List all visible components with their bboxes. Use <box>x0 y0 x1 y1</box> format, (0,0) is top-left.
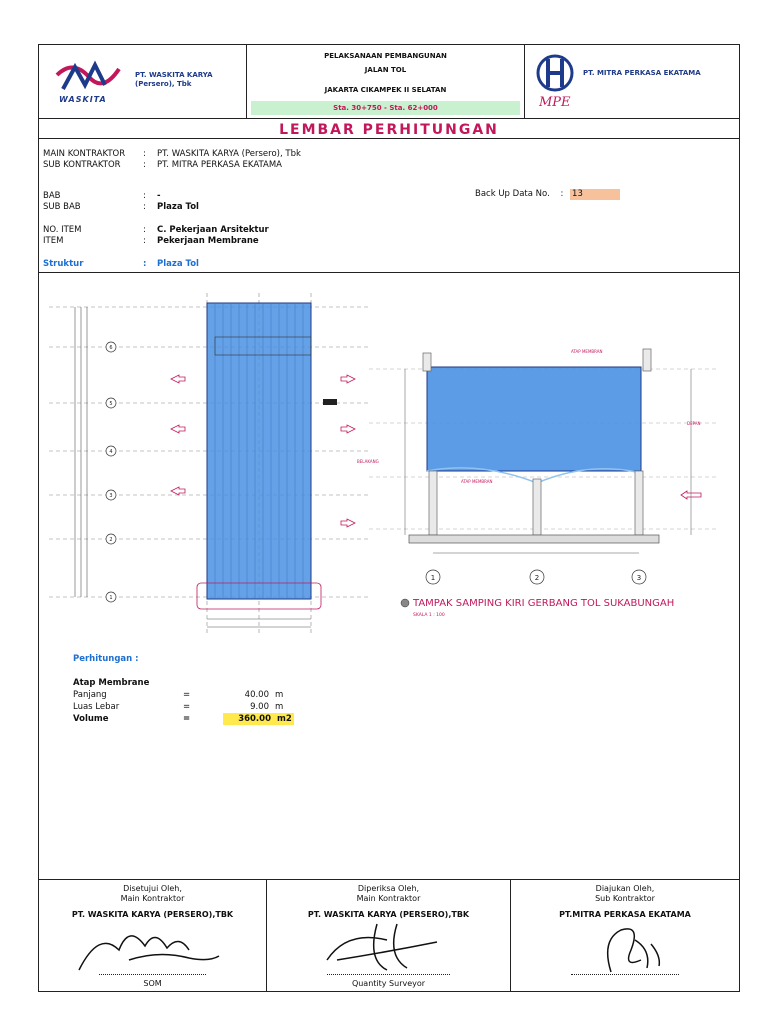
section-title-bubble <box>401 599 409 607</box>
signature-caption: Diajukan Oleh, <box>595 884 655 893</box>
calc-row-panjang <box>73 689 283 701</box>
header <box>39 45 739 119</box>
volume-value: 360.00 <box>238 714 271 724</box>
calc-row-unit: m <box>275 702 284 712</box>
colon: : <box>143 225 146 235</box>
item-value: Pekerjaan Membrane <box>157 236 259 246</box>
signature-line <box>99 974 206 975</box>
calc-item-title: Atap Membrane <box>73 678 150 688</box>
bab-label: BAB <box>43 191 61 201</box>
section-ground-slab <box>409 535 659 543</box>
section-axis-label: 3 <box>636 574 642 582</box>
volume-label: Volume <box>73 714 109 724</box>
colon: : <box>143 259 147 269</box>
signature-subcaption: Sub Kontraktor <box>595 894 655 903</box>
calc-eq: = <box>183 690 191 700</box>
item-row <box>43 236 259 246</box>
struktur-label: Struktur <box>43 259 84 269</box>
colon: : <box>143 236 146 246</box>
sub-kontraktor-row <box>43 160 282 170</box>
item-label: ITEM <box>43 236 64 246</box>
plan-axis-label: 6 <box>109 345 113 351</box>
sub-kontraktor-label: SUB KONTRAKTOR <box>43 160 121 170</box>
waskita-logo-word: WASKITA <box>59 95 107 104</box>
plan-axis-label: 3 <box>109 493 113 499</box>
right-company-name: PT. MITRA PERKASA EKATAMA <box>583 69 701 77</box>
signature-caption: Diperiksa Oleh, <box>357 884 420 893</box>
backup-label: Back Up Data No. <box>475 189 550 199</box>
plan-axis-label: 4 <box>109 449 113 455</box>
signature-subcaption: Main Kontraktor <box>356 894 421 903</box>
sheet-title: LEMBAR PERHITUNGAN <box>279 122 499 138</box>
signature-checked <box>267 880 511 991</box>
signature-section <box>39 879 739 991</box>
sub-kontraktor-value: PT. MITRA PERKASA EKATAMA <box>157 160 282 170</box>
section-title: TAMPAK SAMPING KIRI GERBANG TOL SUKABUNGAH <box>413 598 675 609</box>
calc-heading: Perhitungan : <box>73 654 139 664</box>
calc-row-value: 9.00 <box>250 702 269 712</box>
calc-eq: = <box>183 714 191 724</box>
sub-bab-row <box>43 202 199 212</box>
signature-caption: Disetujui Oleh, <box>123 884 182 893</box>
project-line-1: PELAKSANAAN PEMBANGUNAN <box>324 52 447 60</box>
signature-role: SOM <box>143 979 162 988</box>
main-kontraktor-row <box>43 149 301 159</box>
struktur-value: Plaza Tol <box>157 259 199 269</box>
mpe-logo-word: MPE <box>539 95 571 110</box>
section-axis-label: 1 <box>430 574 436 582</box>
signature-scribble-icon <box>59 920 249 976</box>
depan-label: DEPAN <box>687 421 701 426</box>
calc-row-label: Panjang <box>73 690 107 700</box>
plan-marker <box>323 399 337 405</box>
left-company-line-2: (Persero), Tbk <box>135 80 192 88</box>
station-range: Sta. 30+750 - Sta. 62+000 <box>251 101 520 115</box>
signature-role: Quantity Surveyor <box>351 979 426 988</box>
left-company-line-1: PT. WASKITA KARYA <box>135 71 213 79</box>
atap-membran-label-mid: ATAP MEMBRAN <box>461 479 493 484</box>
signature-scribble-icon <box>531 920 721 976</box>
atap-membran-label-top: ATAP MEMBRAN <box>571 349 603 354</box>
project-title-block <box>247 45 525 118</box>
plan-axis-bubbles <box>106 342 116 602</box>
signature-scribble-icon <box>287 920 477 976</box>
membrane-section-rect <box>427 367 641 471</box>
no-item-label: NO. ITEM <box>43 225 82 235</box>
drawing-area <box>39 273 739 643</box>
plan-axis-label: 1 <box>109 595 113 601</box>
colon: : <box>143 191 146 201</box>
bab-value: - <box>157 191 161 201</box>
signature-approved <box>39 880 267 991</box>
calc-row-label: Luas Lebar <box>73 702 120 712</box>
colon: : <box>143 149 146 159</box>
section-axis-labels <box>431 574 641 582</box>
left-company-name <box>135 71 213 89</box>
backup-data <box>475 189 620 200</box>
signature-company: PT. WASKITA KARYA (PERSERO),TBK <box>307 910 470 919</box>
technical-drawing <box>39 273 741 643</box>
colon: : <box>560 189 564 199</box>
plan-axis-labels <box>109 345 112 601</box>
sub-bab-value: Plaza Tol <box>157 202 199 212</box>
header-right-logo-block <box>525 45 739 118</box>
main-kontraktor-value: PT. WASKITA KARYA (Persero), Tbk <box>157 149 301 159</box>
calc-row-volume <box>73 713 294 725</box>
section-scale: SKALA 1 : 100 <box>413 613 445 618</box>
project-line-3: JAKARTA CIKAMPEK II SELATAN <box>324 86 447 94</box>
calc-row-value: 40.00 <box>244 690 269 700</box>
no-item-value: C. Pekerjaan Arsitektur <box>157 225 269 235</box>
section-axis-label: 2 <box>534 574 540 582</box>
belakang-label: BELAKANG <box>357 459 379 464</box>
calc-eq: = <box>183 702 191 712</box>
mpe-logo-icon <box>535 53 575 93</box>
signature-submitted <box>511 880 739 991</box>
plan-axis-label: 2 <box>109 537 113 543</box>
header-left-logo-block <box>39 45 247 118</box>
membrane-plan-rect <box>207 303 311 599</box>
volume-unit: m2 <box>277 714 292 724</box>
colon: : <box>143 202 146 212</box>
calc-row-luas-lebar <box>73 701 283 713</box>
plan-axis-label: 5 <box>109 401 113 407</box>
signature-subcaption: Main Kontraktor <box>120 894 185 903</box>
volume-highlight <box>223 713 294 725</box>
no-item-row <box>43 225 269 235</box>
signature-line <box>327 974 450 975</box>
bab-row <box>43 191 161 201</box>
signature-line <box>571 974 679 975</box>
main-kontraktor-label: MAIN KONTRAKTOR <box>43 149 126 159</box>
plan-dimension-lines <box>75 307 87 597</box>
backup-number: 13 <box>570 189 620 200</box>
signature-company: PT.MITRA PERKASA EKATAMA <box>559 910 691 919</box>
sheet-title-band <box>39 119 739 139</box>
waskita-logo-icon <box>53 55 123 99</box>
struktur-row <box>43 259 199 269</box>
calculation-sheet <box>38 44 740 992</box>
sub-bab-label: SUB BAB <box>43 202 81 212</box>
project-line-2: JALAN TOL <box>364 66 407 74</box>
signature-company: PT. WASKITA KARYA (PERSERO),TBK <box>71 910 234 919</box>
calc-row-unit: m <box>275 690 284 700</box>
info-section <box>39 139 739 273</box>
colon: : <box>143 160 146 170</box>
